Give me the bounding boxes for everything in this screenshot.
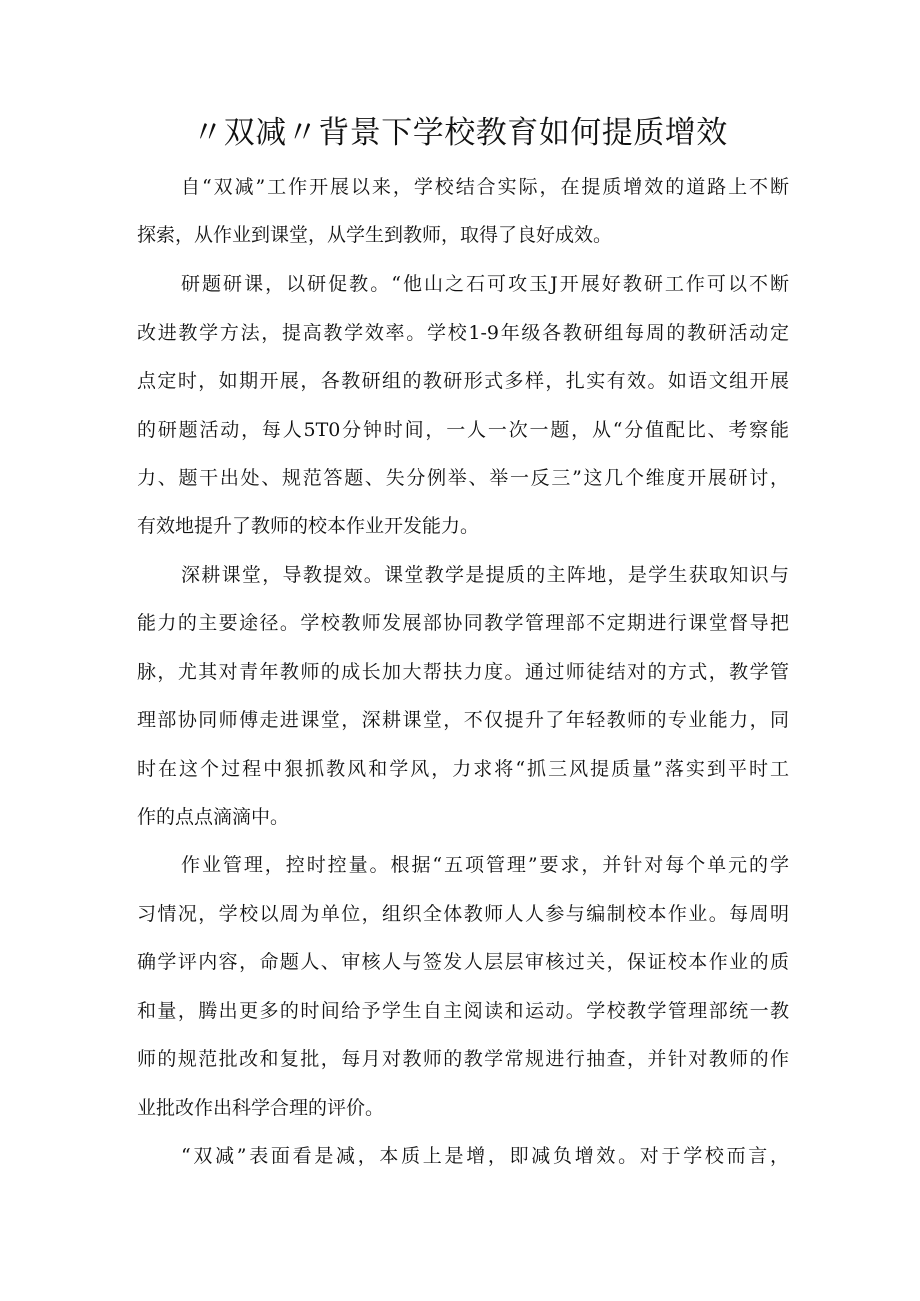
paragraph-3-line-2: 能力的主要途径。学校教师发展部协同教学管理部不定期进行课堂督导把 xyxy=(137,612,789,634)
paragraph-1-line-2: 探索，从作业到课堂，从学生到教师，取得了良好成效。 xyxy=(137,224,613,246)
paragraph-4-line-1: 作业管理，控时控量。根据“五项管理”要求，并针对每个单元的学 xyxy=(181,854,789,876)
paragraph-1-line-1: 自“双减”工作开展以来，学校结合实际，在提质增效的道路上不断 xyxy=(181,176,789,198)
paragraph-3-line-6: 作的点点滴滴中。 xyxy=(137,806,290,828)
paragraph-3-line-4: 理部协同师傅走进课堂，深耕课堂，不仅提升了年轻教师的专业能力，同 xyxy=(137,709,789,731)
paragraph-3-line-5: 时在这个过程中狠抓教风和学风，力求将“抓三风提质量”落实到平时工 xyxy=(137,758,789,780)
paragraph-3-line-1: 深耕课堂，导教提效。课堂教学是提质的主阵地，是学生获取知识与 xyxy=(181,564,789,586)
paragraph-4-line-2: 习情况，学校以周为单位，组织全体教师人人参与编制校本作业。每周明 xyxy=(137,903,789,925)
paragraph-4-line-4: 和量，腾出更多的时间给予学生自主阅读和运动。学校教学管理部统一教 xyxy=(137,1000,789,1022)
paragraph-4-line-6: 业批改作出科学合理的评价。 xyxy=(137,1097,385,1119)
paragraph-3-line-3: 脉，尤其对青年教师的成长加大帮扶力度。通过师徒结对的方式，教学管 xyxy=(137,661,789,683)
paragraph-5-line-1: “双减”表面看是减，本质上是增，即减负增效。对于学校而言， xyxy=(181,1145,789,1167)
paragraph-2-line-5: 力、题干出处、规范答题、失分例举、举一反三”这几个维度开展研讨， xyxy=(137,467,789,489)
paragraph-4-line-3: 确学评内容，命题人、审核人与签发人层层审核过关，保证校本作业的质 xyxy=(137,951,789,973)
paragraph-4-line-5: 师的规范批改和复批，每月对教师的教学常规进行抽查，并针对教师的作 xyxy=(137,1048,789,1070)
paragraph-2-line-4: 的研题活动，每人5T0分钟时间，一人一次一题，从“分值配比、考察能 xyxy=(137,419,789,441)
paragraph-2-line-6: 有效地提升了教师的校本作业开发能力。 xyxy=(137,515,480,537)
paragraph-2-line-3: 点定时，如期开展，各教研组的教研形式多样，扎实有效。如语文组开展 xyxy=(137,370,789,392)
document-title: 〃双减〃背景下学校教育如何提质增效 xyxy=(192,115,728,151)
paragraph-2-line-1: 研题研课，以研促教。“他山之石可攻玉J开展好教研工作可以不断 xyxy=(181,273,789,295)
paragraph-2-line-2: 改进教学方法，提高教学效率。学校1-9年级各教研组每周的教研活动定 xyxy=(137,322,789,344)
